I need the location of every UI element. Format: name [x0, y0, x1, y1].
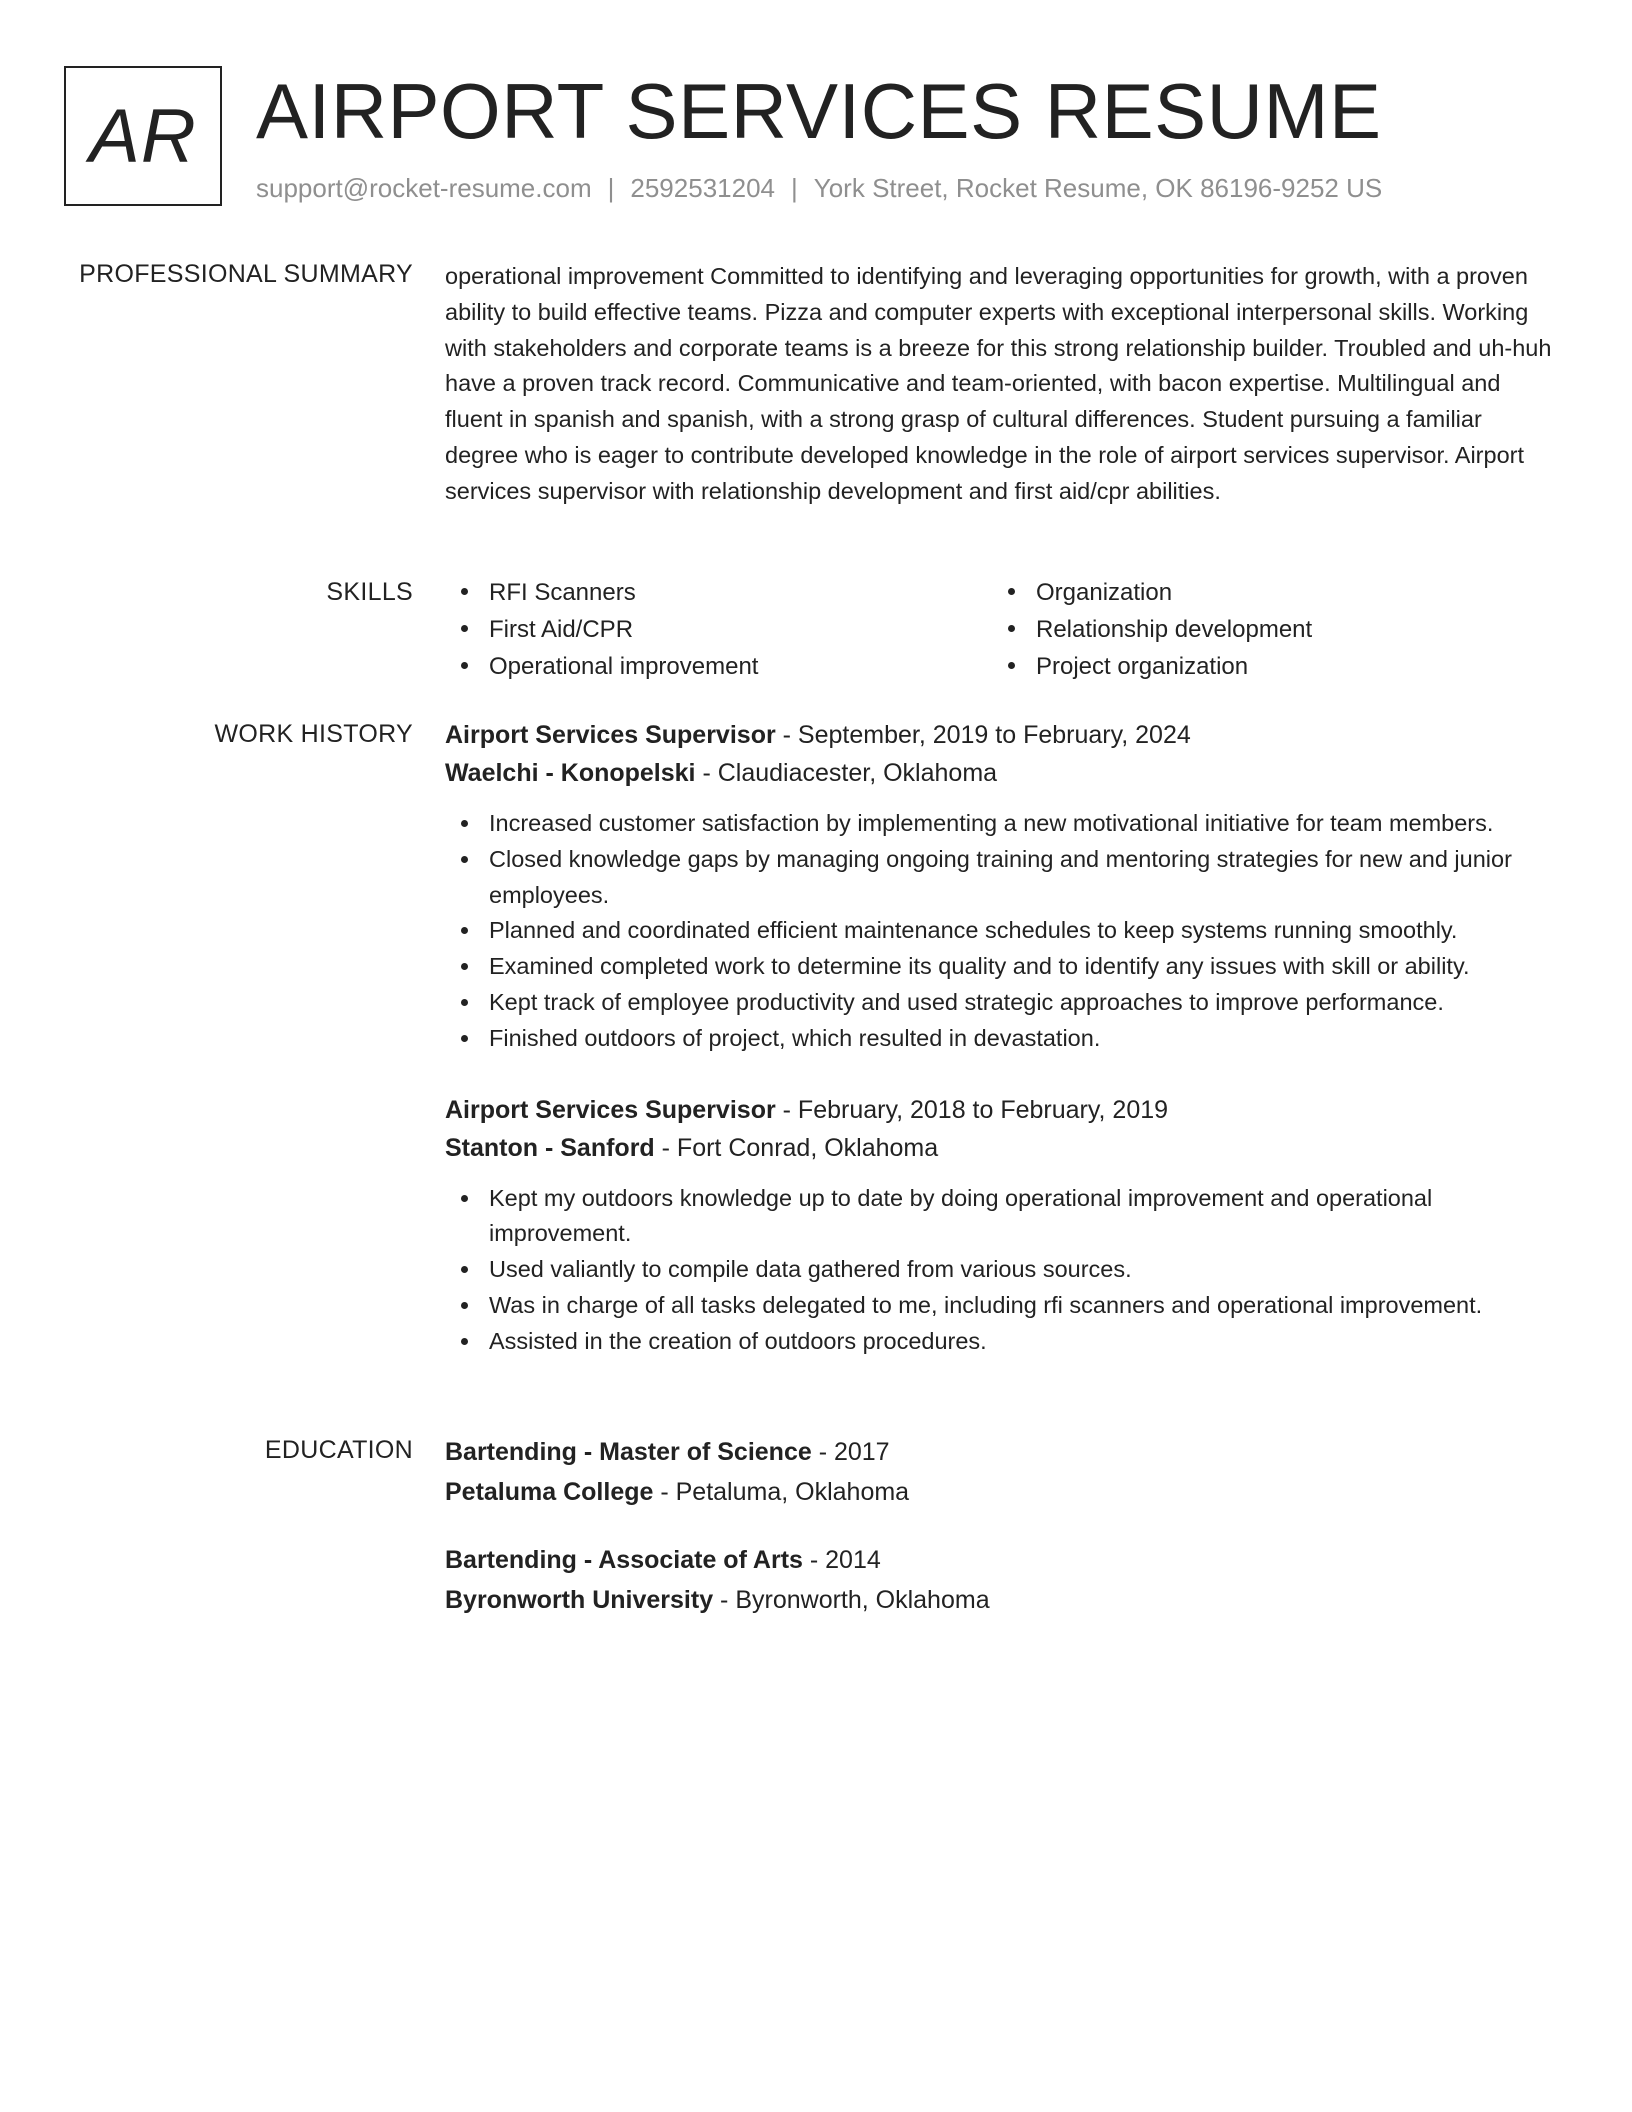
bullet-icon — [461, 662, 468, 669]
bullet-icon — [461, 999, 468, 1006]
bullet-icon — [461, 927, 468, 934]
school: Byronworth University — [445, 1586, 714, 1614]
section-label-summary: PROFESSIONAL SUMMARY — [79, 260, 413, 288]
resume-header — [64, 66, 1564, 210]
job-bullets — [445, 806, 1560, 1057]
education-entry — [445, 1540, 1560, 1620]
education-entry — [445, 1432, 1560, 1512]
job-title-line — [445, 716, 1560, 754]
job-title: Airport Services Supervisor — [445, 1095, 776, 1124]
degree: Bartending - Master of Science — [445, 1438, 812, 1466]
bullet-icon — [461, 1035, 468, 1042]
contact-phone[interactable]: 2592531204 — [630, 173, 775, 203]
degree-line — [445, 1432, 1560, 1472]
bullet-icon — [461, 625, 468, 632]
skill-item: Relationship development — [992, 611, 1539, 648]
skill-item: Operational improvement — [445, 648, 992, 685]
school-line — [445, 1580, 1560, 1620]
degree: Bartending - Associate of Arts — [445, 1546, 803, 1574]
contact-line — [256, 172, 1382, 204]
bullet-icon — [461, 820, 468, 827]
skill-item: First Aid/CPR — [445, 611, 992, 648]
job-location: - Fort Conrad, Oklahoma — [654, 1133, 939, 1162]
school-location: - Petaluma, Oklahoma — [653, 1478, 910, 1506]
contact-separator: | — [607, 173, 615, 203]
resume-title: AIRPORT SERVICES RESUME — [256, 67, 1382, 155]
bullet-icon — [461, 1266, 468, 1273]
job-title: Airport Services Supervisor — [445, 721, 776, 749]
job-bullets — [445, 1181, 1560, 1360]
degree-year: - 2014 — [802, 1546, 881, 1574]
section-label-skills: SKILLS — [326, 578, 413, 606]
job-dates: - February, 2018 to February, 2019 — [775, 1095, 1169, 1124]
bullet-icon — [1008, 662, 1015, 669]
job-bullet: Increased customer satisfaction by implementing a new motivational initiative for team members. — [445, 806, 1560, 842]
job-bullet: Kept my outdoors knowledge up to date by doing operational improvement and operational improvement. — [445, 1181, 1560, 1253]
job-entry — [445, 716, 1560, 1057]
school-location: - Byronworth, Oklahoma — [713, 1586, 990, 1614]
job-dates: - September, 2019 to February, 2024 — [775, 721, 1191, 749]
job-bullet: Examined completed work to determine its quality and to identify any issues with skill or ability. — [445, 949, 1560, 985]
bullet-icon — [461, 963, 468, 970]
degree-line — [445, 1540, 1560, 1580]
bullet-icon — [461, 856, 468, 863]
contact-address: York Street, Rocket Resume, OK 86196-9252 US — [813, 173, 1383, 203]
bullet-icon — [461, 1338, 468, 1345]
contact-separator: | — [791, 173, 798, 203]
job-company: Stanton - Sanford — [445, 1133, 655, 1162]
bullet-icon — [461, 1195, 468, 1202]
job-company-line — [445, 754, 1560, 792]
bullet-icon — [461, 1302, 468, 1309]
skills-list-left — [445, 574, 992, 685]
job-entry — [445, 1091, 1560, 1360]
skill-item: RFI Scanners — [445, 574, 992, 611]
contact-email[interactable]: support@rocket-resume.com — [256, 173, 592, 203]
job-bullet: Was in charge of all tasks delegated to me, including rfi scanners and operational improvement. — [445, 1288, 1560, 1324]
job-bullet: Used valiantly to compile data gathered from various sources. — [445, 1252, 1560, 1288]
job-bullet: Assisted in the creation of outdoors procedures. — [445, 1324, 1560, 1360]
monogram-logo: AR — [64, 66, 222, 206]
school: Petaluma College — [445, 1478, 654, 1506]
bullet-icon — [461, 588, 468, 595]
section-label-work-history: WORK HISTORY — [214, 720, 413, 748]
bullet-icon — [1008, 625, 1015, 632]
job-company-line — [445, 1129, 1560, 1167]
job-bullet: Closed knowledge gaps by managing ongoing training and mentoring strategies for new and junior employees. — [445, 842, 1560, 914]
summary-text: operational improvement Committed to identifying and leveraging opportunities for growth, with a proven ability to build effective teams. Pizza and computer experts with exceptional interpersonal skills. Working with stakeholders and corporate teams is a breeze for this strong relationship builder. Troubled and uh-huh have a proven track record. Communicative and team-oriented, with bacon expertise. Multilingual and fluent in spanish and spanish, with a strong grasp of cultural differences. Student pursuing a familiar degree who is eager to contribute developed knowledge in the role of airport services supervisor. Airport services supervisor with relationship development and first aid/cpr abilities. — [445, 263, 1552, 504]
section-label-education: EDUCATION — [264, 1436, 413, 1464]
job-location: - Claudiacester, Oklahoma — [695, 759, 998, 787]
job-bullet: Finished outdoors of project, which resulted in devastation. — [445, 1021, 1560, 1057]
skill-item: Project organization — [992, 648, 1539, 685]
skills-list-right — [992, 574, 1539, 685]
skill-item: Organization — [992, 574, 1539, 611]
bullet-icon — [1008, 588, 1015, 595]
job-bullet: Kept track of employee productivity and used strategic approaches to improve performance. — [445, 985, 1560, 1021]
degree-year: - 2017 — [811, 1438, 890, 1466]
job-company: Waelchi - Konopelski — [445, 759, 696, 787]
job-title-line — [445, 1091, 1560, 1129]
school-line — [445, 1472, 1560, 1512]
job-bullet: Planned and coordinated efficient maintenance schedules to keep systems running smoothly. — [445, 913, 1560, 949]
